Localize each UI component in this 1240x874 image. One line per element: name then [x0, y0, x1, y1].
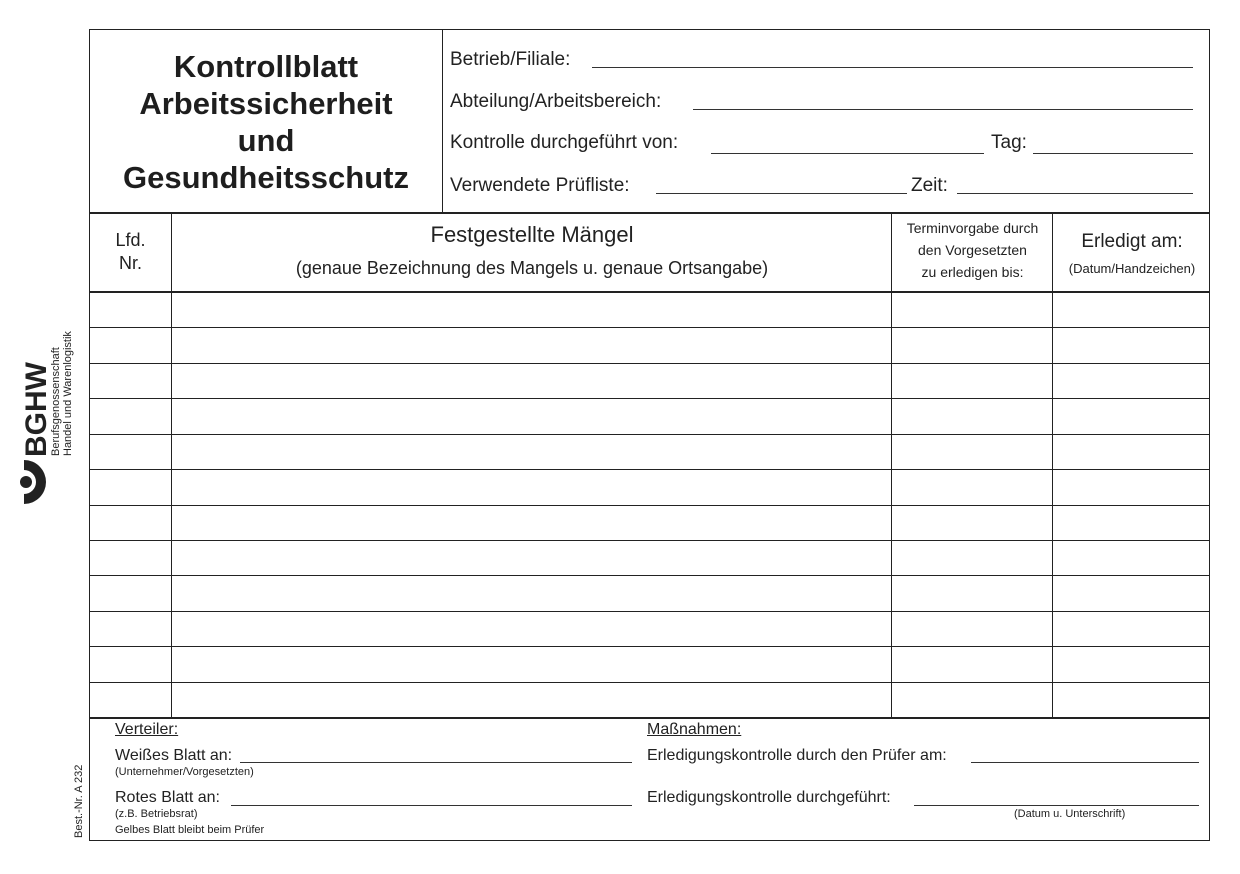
betrieb-label: Betrieb/Filiale: [450, 49, 571, 70]
verteiler-title: Verteiler: [115, 721, 179, 738]
bghw-logo-text: BGHW [20, 362, 53, 457]
table-row-divider [89, 611, 1210, 612]
betrieb-field[interactable] [592, 67, 1193, 68]
table-row-divider [89, 540, 1210, 541]
col-erledigt-header: Erledigt am: [1081, 231, 1183, 252]
massnahmen-title: Maßnahmen: [647, 721, 742, 738]
rot-sublabel: (z.B. Betriebsrat) [115, 808, 198, 820]
table-row-divider [89, 575, 1210, 576]
table-header-divider [89, 291, 1210, 293]
kontrolle-am-label: Erledigungskontrolle durch den Prüfer am: [647, 747, 947, 764]
table-row-divider [89, 646, 1210, 647]
table-row-divider [89, 398, 1210, 399]
abteilung-field[interactable] [693, 109, 1193, 110]
col-divider-1 [171, 213, 172, 717]
unterschrift-note: (Datum u. Unterschrift) [1014, 808, 1126, 820]
table-row-divider [89, 327, 1210, 328]
weiss-field[interactable] [240, 762, 632, 763]
header-divider [89, 212, 1210, 214]
table-row-divider [89, 682, 1210, 683]
col-nr-header: Lfd. Nr. [115, 230, 146, 273]
kontrolle-durch-field[interactable] [914, 805, 1199, 806]
pruefliste-label: Verwendete Prüfliste: [450, 175, 630, 196]
table-row-divider [89, 505, 1210, 506]
bghw-logo-subtitle: Berufsgenossenschaft Handel und Warenlogistik [50, 331, 74, 456]
abteilung-label: Abteilung/Arbeitsbereich: [450, 91, 662, 112]
col-maengel-subheader: (genaue Bezeichnung des Mangels u. genaue Ortsangabe) [295, 258, 769, 278]
title-cell [90, 30, 443, 213]
gelb-note: Gelbes Blatt bleibt beim Prüfer [115, 824, 265, 836]
rot-field[interactable] [231, 805, 632, 806]
kontrolle-label: Kontrolle durchgeführt von: [450, 132, 679, 153]
bghw-logo-icon [14, 458, 48, 506]
zeit-label: Zeit: [911, 175, 948, 196]
kontrolle-field[interactable] [711, 153, 984, 154]
col-divider-3 [1052, 213, 1053, 717]
table-row-divider [89, 469, 1210, 470]
table-row-divider [89, 363, 1210, 364]
col-erledigt-subheader: (Datum/Handzeichen) [1068, 261, 1196, 276]
form-title: Kontrollblatt Arbeitssicherheit und Gesundheitsschutz [123, 48, 409, 195]
table-row-divider [89, 434, 1210, 435]
tag-field[interactable] [1033, 153, 1193, 154]
kontrolle-durch-label: Erledigungskontrolle durchgeführt: [647, 789, 891, 806]
col-divider-2 [891, 213, 892, 717]
weiss-label: Weißes Blatt an: [115, 747, 233, 764]
col-termin-header: Terminvorgabe durch den Vorgesetzten zu erledigen bis: [906, 220, 1039, 280]
kontrolle-am-field[interactable] [971, 762, 1199, 763]
table-bottom-divider [89, 717, 1210, 719]
tag-label: Tag: [991, 132, 1027, 153]
weiss-sublabel: (Unternehmer/Vorgesetzten) [115, 766, 254, 778]
rot-label: Rotes Blatt an: [115, 789, 220, 806]
pruefliste-field[interactable] [656, 193, 907, 194]
order-number: Best.-Nr. A 232 [73, 764, 85, 838]
zeit-field[interactable] [957, 193, 1193, 194]
col-maengel-header: Festgestellte Mängel [430, 222, 634, 247]
